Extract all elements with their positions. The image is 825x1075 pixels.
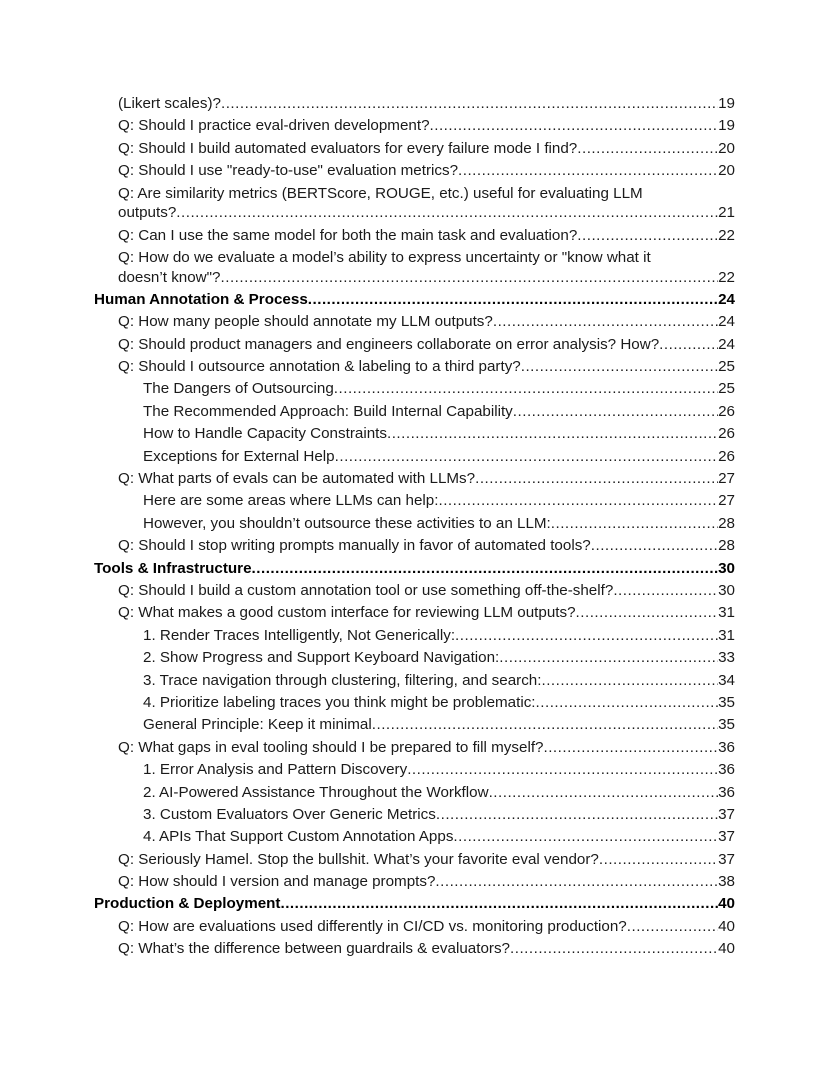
- toc-entry-title: However, you shouldn’t outsource these activities to an LLM:: [143, 514, 551, 532]
- toc-entry-row: [94, 290, 735, 310]
- toc-entry[interactable]: [0, 648, 825, 668]
- toc-entry[interactable]: [0, 783, 825, 803]
- toc-entry-page-number: 27: [718, 492, 735, 510]
- toc-entry[interactable]: [0, 402, 825, 422]
- toc-entry-row: [94, 894, 735, 914]
- toc-entry-page-number: 27: [718, 470, 735, 488]
- toc-entry-title: 4. Prioritize labeling traces you think might be problematic:: [143, 693, 536, 711]
- toc-entry-row: [118, 581, 735, 601]
- toc-entry-page-number: 28: [718, 537, 735, 555]
- toc-entry-row: [143, 379, 735, 399]
- dot-leader: [577, 139, 718, 159]
- toc-entry-row: [118, 312, 735, 332]
- toc-entry[interactable]: [0, 581, 825, 601]
- toc-entry[interactable]: [0, 827, 825, 847]
- toc-entry-row: [143, 715, 735, 735]
- toc-entry-page-number: 34: [718, 671, 735, 689]
- toc-entry-page-number: 22: [718, 226, 735, 244]
- toc-entry-title: 1. Render Traces Intelligently, Not Generically:: [143, 626, 456, 644]
- dot-leader: [458, 161, 718, 181]
- toc-entry-title: Q: Should I practice eval-driven development?: [118, 117, 430, 135]
- table-of-contents: [0, 94, 825, 962]
- dot-leader: [430, 116, 719, 136]
- dot-leader: [435, 872, 718, 892]
- toc-entry-page-number: 19: [718, 95, 735, 112]
- toc-entry-title: 3. Custom Evaluators Over Generic Metrics: [143, 805, 436, 823]
- toc-entry[interactable]: [0, 805, 825, 825]
- dot-leader: [387, 424, 718, 444]
- toc-entry-title: Q: What makes a good custom interface for reviewing LLM outputs?: [118, 604, 576, 622]
- toc-entry-page-number: 31: [718, 626, 735, 644]
- toc-entry-title: 2. Show Progress and Support Keyboard Navigation:: [143, 649, 500, 667]
- toc-entry[interactable]: [0, 116, 825, 136]
- dot-leader: [510, 939, 718, 959]
- toc-entry-title: Q: Should product managers and engineers collaborate on error analysis? How?: [118, 335, 660, 353]
- toc-entry-row: [118, 738, 735, 758]
- toc-entry-page-number: 36: [718, 761, 735, 779]
- toc-entry-row: [118, 469, 735, 489]
- toc-entry-title: Tools & Infrastructure: [94, 559, 252, 577]
- toc-entry-row: [118, 161, 735, 181]
- toc-entry-row: [143, 783, 735, 803]
- toc-entry-page-number: 22: [718, 268, 735, 286]
- toc-entry-title: Q: Seriously Hamel. Stop the bullshit. What’s your favorite eval vendor?: [118, 850, 599, 868]
- toc-entry-page-number: 36: [718, 738, 735, 756]
- toc-entry-row: [143, 424, 735, 444]
- toc-entry-title: The Recommended Approach: Build Internal Capability: [143, 402, 513, 420]
- toc-entry-title: General Principle: Keep it minimal: [143, 716, 372, 734]
- dot-leader: [176, 203, 718, 223]
- toc-entry[interactable]: [0, 872, 825, 892]
- toc-entry-title: Q: Should I stop writing prompts manually in favor of automated tools?: [118, 537, 591, 555]
- dot-leader: [436, 805, 718, 825]
- dot-leader: [521, 357, 718, 377]
- toc-entry-title: 4. APIs That Support Custom Annotation Apps: [143, 828, 454, 846]
- toc-entry-row: [143, 514, 735, 534]
- toc-entry-title: Q: Should I outsource annotation & labeling to a third party?: [118, 358, 521, 376]
- toc-entry[interactable]: [0, 491, 825, 511]
- toc-entry-title: Q: Should I build a custom annotation tool or use something off-the-shelf?: [118, 582, 614, 599]
- toc-entry-page-number: 38: [718, 873, 735, 891]
- dot-leader: [221, 268, 719, 288]
- dot-leader: [493, 312, 718, 332]
- toc-entry-title: Q: What parts of evals can be automated with LLMs?: [118, 470, 476, 488]
- toc-entry-page-number: 28: [718, 514, 735, 532]
- toc-entry-page-number: 36: [718, 783, 735, 801]
- toc-entry[interactable]: [0, 939, 825, 959]
- toc-entry[interactable]: [0, 184, 825, 223]
- toc-entry-page-number: 21: [718, 204, 735, 222]
- toc-section-heading[interactable]: [0, 894, 825, 914]
- dot-leader: [599, 850, 718, 870]
- toc-entry-page-number: 40: [718, 895, 735, 913]
- toc-entry[interactable]: [0, 738, 825, 758]
- dot-leader: [334, 379, 718, 399]
- toc-entry-row: [118, 139, 735, 159]
- dot-leader: [613, 581, 718, 601]
- toc-entry-title: 3. Trace navigation through clustering, filtering, and search:: [143, 671, 542, 689]
- dot-leader: [627, 917, 718, 937]
- toc-entry-page-number: 33: [718, 649, 735, 667]
- toc-entry-row: [118, 116, 735, 136]
- dot-leader: [513, 402, 718, 422]
- toc-entry-row: [143, 447, 735, 467]
- toc-entry-title: Here are some areas where LLMs can help:: [143, 492, 439, 510]
- dot-leader: [659, 335, 718, 355]
- toc-entry[interactable]: [0, 357, 825, 377]
- toc-entry-row: [143, 671, 735, 691]
- toc-section-heading[interactable]: [0, 290, 825, 310]
- toc-entry-row: [118, 268, 735, 288]
- toc-entry-title: Exceptions for External Help: [143, 447, 335, 465]
- dot-leader: [475, 469, 718, 489]
- toc-entry-title: How to Handle Capacity Constraints: [143, 425, 387, 443]
- toc-entry-row: [118, 536, 735, 556]
- toc-entry-page-number: 20: [718, 162, 735, 180]
- toc-entry-page-number: 24: [718, 313, 735, 331]
- toc-entry-row: [118, 939, 735, 959]
- toc-entry-row: [118, 917, 735, 937]
- toc-entry[interactable]: [0, 536, 825, 556]
- toc-entry-row: [143, 693, 735, 713]
- toc-entry-row: [118, 357, 735, 377]
- toc-entry[interactable]: [0, 248, 825, 287]
- dot-leader: [453, 827, 718, 847]
- toc-entry-title: Q: Should I use "ready-to-use" evaluation metrics?: [118, 162, 459, 180]
- toc-entry-page-number: 31: [718, 604, 735, 622]
- dot-leader: [576, 603, 719, 623]
- toc-entry-title: Q: Can I use the same model for both the main task and evaluation?: [118, 226, 578, 244]
- toc-entry-row: [143, 491, 735, 511]
- toc-entry[interactable]: [0, 626, 825, 646]
- toc-entry-title: Q: What gaps in eval tooling should I be prepared to fill myself?: [118, 738, 544, 756]
- toc-entry[interactable]: [0, 671, 825, 691]
- toc-entry-row: [118, 603, 735, 623]
- dot-leader: [221, 94, 718, 114]
- dot-leader: [252, 559, 719, 579]
- toc-entry[interactable]: [0, 760, 825, 780]
- toc-entry-row: [143, 626, 735, 646]
- toc-entry-row: [118, 335, 735, 355]
- dot-leader: [577, 226, 718, 246]
- toc-entry-row: [143, 805, 735, 825]
- toc-entry[interactable]: [0, 850, 825, 870]
- toc-entry[interactable]: [0, 379, 825, 399]
- toc-entry[interactable]: [0, 514, 825, 534]
- dot-leader: [438, 491, 718, 511]
- toc-entry[interactable]: [0, 469, 825, 489]
- toc-entry-first-line: Q: Are similarity metrics (BERTScore, ROUGE, etc.) useful for evaluating LLM: [118, 184, 643, 202]
- toc-entry-page-number: 35: [718, 693, 735, 711]
- toc-entry-title: 1. Error Analysis and Pattern Discovery: [143, 761, 408, 779]
- toc-entry-page-number: 20: [718, 139, 735, 157]
- toc-entry-first-line: Q: How do we evaluate a model’s ability to express uncertainty or "know what it: [118, 248, 651, 266]
- toc-entry-page-number: 19: [718, 117, 735, 135]
- toc-entry-page-number: 30: [718, 582, 735, 599]
- toc-entry-title: Q: How should I version and manage prompts?: [118, 873, 436, 891]
- toc-entry-page-number: 30: [718, 559, 735, 577]
- dot-leader: [543, 738, 718, 758]
- toc-entry-title: outputs?: [118, 204, 177, 222]
- dot-leader: [499, 648, 718, 668]
- toc-entry-title: Production & Deployment: [94, 895, 281, 913]
- toc-entry-title: The Dangers of Outsourcing: [143, 380, 334, 398]
- toc-entry-page-number: 40: [718, 917, 735, 935]
- toc-entry-page-number: 26: [718, 447, 735, 465]
- toc-entry-row: [118, 94, 735, 114]
- toc-entry[interactable]: [0, 94, 825, 114]
- toc-entry-row: [143, 760, 735, 780]
- dot-leader: [489, 783, 719, 803]
- toc-entry-page-number: 24: [718, 290, 735, 308]
- toc-entry-page-number: 37: [718, 850, 735, 868]
- toc-entry-row: [118, 226, 735, 246]
- dot-leader: [455, 626, 718, 646]
- toc-entry[interactable]: [0, 161, 825, 181]
- dot-leader: [407, 760, 718, 780]
- toc-entry-row: [94, 559, 735, 579]
- toc-entry[interactable]: [0, 139, 825, 159]
- toc-entry-title: (Likert scales)?: [118, 95, 221, 112]
- toc-entry[interactable]: [0, 917, 825, 937]
- dot-leader: [280, 894, 718, 914]
- toc-entry-title: Q: How are evaluations used differently in CI/CD vs. monitoring production?: [118, 917, 627, 935]
- toc-entry-page-number: 37: [718, 828, 735, 846]
- toc-entry[interactable]: [0, 312, 825, 332]
- toc-entry-page-number: 25: [718, 380, 735, 398]
- toc-entry-page-number: 37: [718, 805, 735, 823]
- toc-entry[interactable]: [0, 715, 825, 735]
- toc-entry[interactable]: [0, 226, 825, 246]
- dot-leader: [372, 715, 718, 735]
- toc-entry-page-number: 26: [718, 425, 735, 443]
- toc-entry[interactable]: [0, 447, 825, 467]
- toc-section-heading[interactable]: [0, 559, 825, 579]
- toc-entry[interactable]: [0, 603, 825, 623]
- dot-leader: [308, 290, 718, 310]
- toc-entry-page-number: 25: [718, 358, 735, 376]
- toc-entry-row: [143, 648, 735, 668]
- toc-entry-title: Q: Should I build automated evaluators for every failure mode I find?: [118, 139, 578, 157]
- dot-leader: [551, 514, 718, 534]
- toc-entry-title: Human Annotation & Process: [94, 290, 308, 308]
- toc-entry-title: 2. AI-Powered Assistance Throughout the Workflow: [143, 783, 489, 801]
- toc-entry-row: [118, 872, 735, 892]
- toc-entry-page-number: 35: [718, 716, 735, 734]
- toc-entry-title: Q: How many people should annotate my LLM outputs?: [118, 313, 493, 331]
- dot-leader: [591, 536, 718, 556]
- toc-entry-page-number: 26: [718, 402, 735, 420]
- toc-entry[interactable]: [0, 335, 825, 355]
- toc-entry-page-number: 24: [718, 335, 735, 353]
- toc-entry-page-number: 40: [718, 940, 735, 958]
- dot-leader: [335, 447, 718, 467]
- toc-entry-row: [143, 827, 735, 847]
- toc-entry-row: [118, 850, 735, 870]
- dot-leader: [541, 671, 718, 691]
- toc-entry-row: [118, 203, 735, 223]
- dot-leader: [536, 693, 719, 713]
- toc-entry-title: doesn’t know"?: [118, 268, 221, 286]
- toc-entry[interactable]: [0, 693, 825, 713]
- toc-entry-row: [143, 402, 735, 422]
- toc-entry-title: Q: What’s the difference between guardrails & evaluators?: [118, 940, 511, 958]
- toc-entry[interactable]: [0, 424, 825, 444]
